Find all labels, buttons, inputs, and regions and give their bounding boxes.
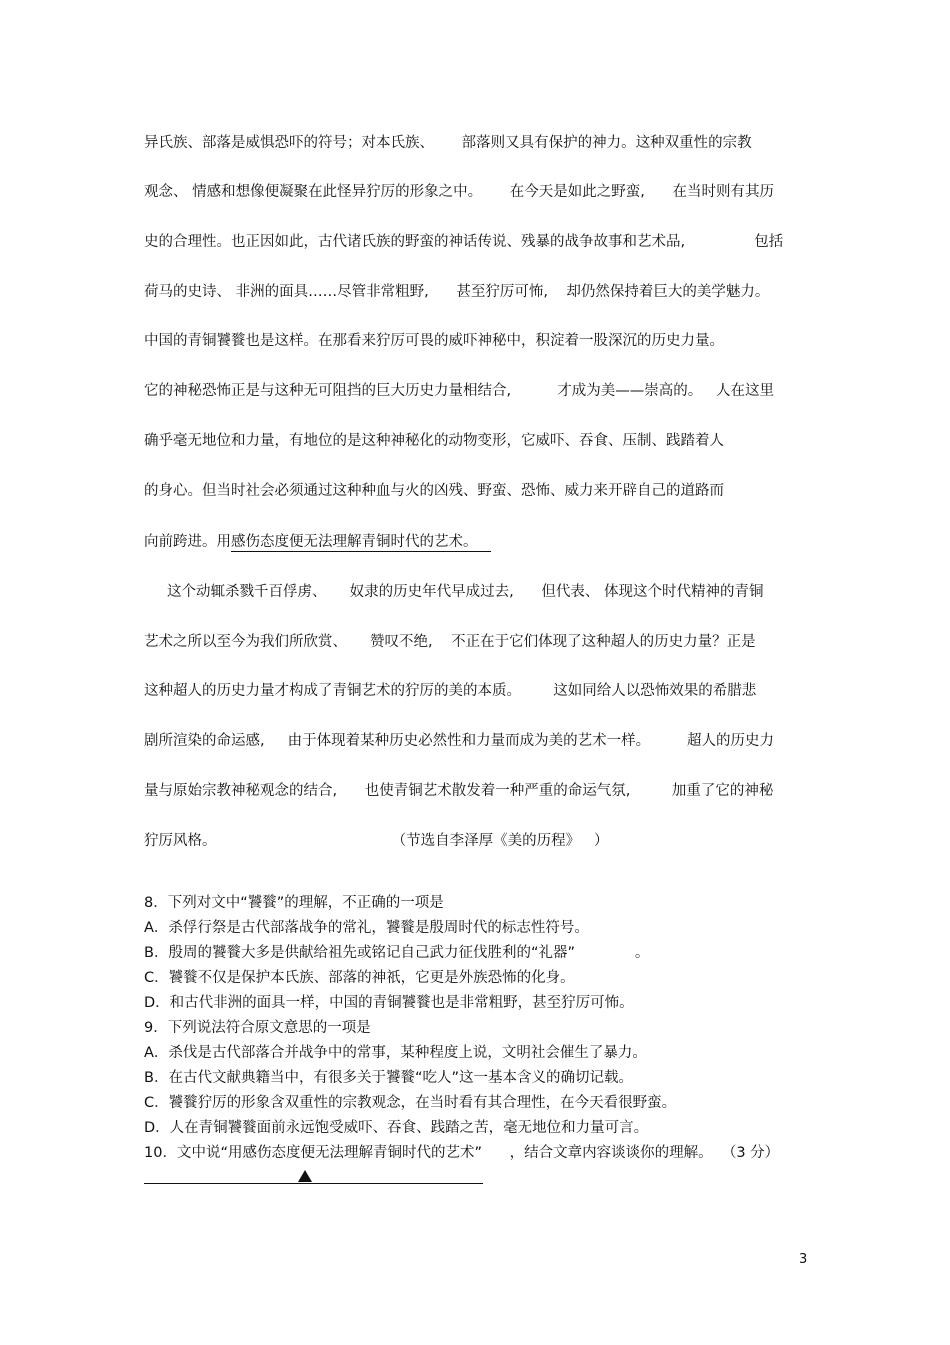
passage-line-9-prefix: 向前跨进。用 xyxy=(144,534,231,550)
answer-line[interactable] xyxy=(144,1183,483,1184)
question-9-option-a: A．杀伐是古代部落合并战争中的常事，某种程度上说，文明社会催生了暴力。 xyxy=(144,1045,647,1061)
question-10-stem: 10．文中说“用感伤态度便无法理解青铜时代的艺术” ，结合文章内容谈谈你的理解。 （3 分） xyxy=(144,1145,780,1161)
para2-line-1: 这个动辄杀戮千百俘虏、 奴隶的历史年代早成过去, 但代表、 体现这个时代精神的青铜 xyxy=(144,584,764,600)
para2-line-3: 这种超人的历史力量才构成了青铜艺术的狞厉的美的本质。 这如同给人以恐怖效果的希腊悲 xyxy=(144,683,757,699)
question-8-option-b: B．殷周的饕餮大多是供献给祖先或铭记自己武力征伐胜利的“礼器” 。 xyxy=(144,945,650,961)
passage-line-6: 它的神秘恐怖正是与这种无可阻挡的巨大历史力量相结合, 才成为美——崇高的。 人在这里 xyxy=(144,383,775,399)
question-8-option-c: C．饕餮不仅是保护本氏族、部落的神祇，它更是外族恐怖的化身。 xyxy=(144,970,575,986)
question-9-option-c: C．饕餮狞厉的形象含双重性的宗教观念，在当时看有其合理性，在今天看很野蛮。 xyxy=(144,1095,677,1111)
question-9-stem: 9．下列说法符合原文意思的一项是 xyxy=(144,1020,371,1036)
passage-line-9 xyxy=(144,532,491,552)
question-9-option-b: B．在古代文献典籍当中，有很多关于饕餮“吃人”这一基本含义的确切记载。 xyxy=(144,1070,633,1086)
passage-line-8: 的身心。但当时社会必须通过这种种血与火的凶残、野蛮、恐怖、威力来开辟自己的道路而 xyxy=(144,483,724,499)
para2-line-5: 量与原始宗教神秘观念的结合, 也使青铜艺术散发着一种严重的命运气氛, 加重了它的神秘 xyxy=(144,783,774,799)
page-number: 3 xyxy=(799,1252,808,1267)
passage-line-3: 史的合理性。也正因如此，古代诸氏族的野蛮的神话传说、残暴的战争故事和艺术品, 包括 xyxy=(144,234,784,250)
question-8-stem: 8．下列对文中“饕餮”的理解，不正确的一项是 xyxy=(144,895,444,911)
passage-line-5: 中国的青铜饕餮也是这样。在那看来狞厉可畏的威吓神秘中，积淀着一股深沉的历史力量。 xyxy=(144,333,724,349)
passage-line-7: 确乎毫无地位和力量，有地位的是这种神秘化的动物变形，它威吓、吞食、压制、践踏着人 xyxy=(144,433,724,449)
underlined-key-sentence: 感伤态度便无法理解青铜时代的艺术。 xyxy=(231,534,478,550)
question-9-option-d: D．人在青铜饕餮面前永远饱受威吓、吞食、践踏之苦，毫无地位和力量可言。 xyxy=(144,1120,649,1136)
question-8-option-a: A．杀俘行祭是古代部落战争的常礼，饕餮是殷周时代的标志性符号。 xyxy=(144,920,589,936)
para2-line-4: 剧所渲染的命运感, 由于体现着某种历史必然性和力量而成为美的艺术一样。 超人的历史力 xyxy=(144,733,775,749)
passage-line-1: 异氏族、部落是威惧恐吓的符号；对本氏族、 部落则又具有保护的神力。这种双重性的宗教 xyxy=(144,135,752,151)
question-8-option-d: D．和古代非洲的面具一样，中国的青铜饕餮也是非常粗野，甚至狞厉可怖。 xyxy=(144,995,634,1011)
passage-line-4: 荷马的史诗、 非洲的面具……尽管非常粗野, 甚至狞厉可怖, 却仍然保持着巨大的美学魅力。 xyxy=(144,284,770,300)
passage-line-2: 观念、 情感和想像便凝聚在此怪异狞厉的形象之中。 在今天是如此之野蛮, 在当时则有其历 xyxy=(144,184,775,200)
para2-line-2: 艺术之所以至今为我们所欣赏、 赞叹不绝, 不正在于它们体现了这种超人的历史力量？正是 xyxy=(144,634,756,650)
para2-line-6-citation: 狞厉风格。 （节选自李泽厚《美的历程》 ） xyxy=(144,833,609,849)
triangle-marker-icon xyxy=(298,1170,312,1182)
